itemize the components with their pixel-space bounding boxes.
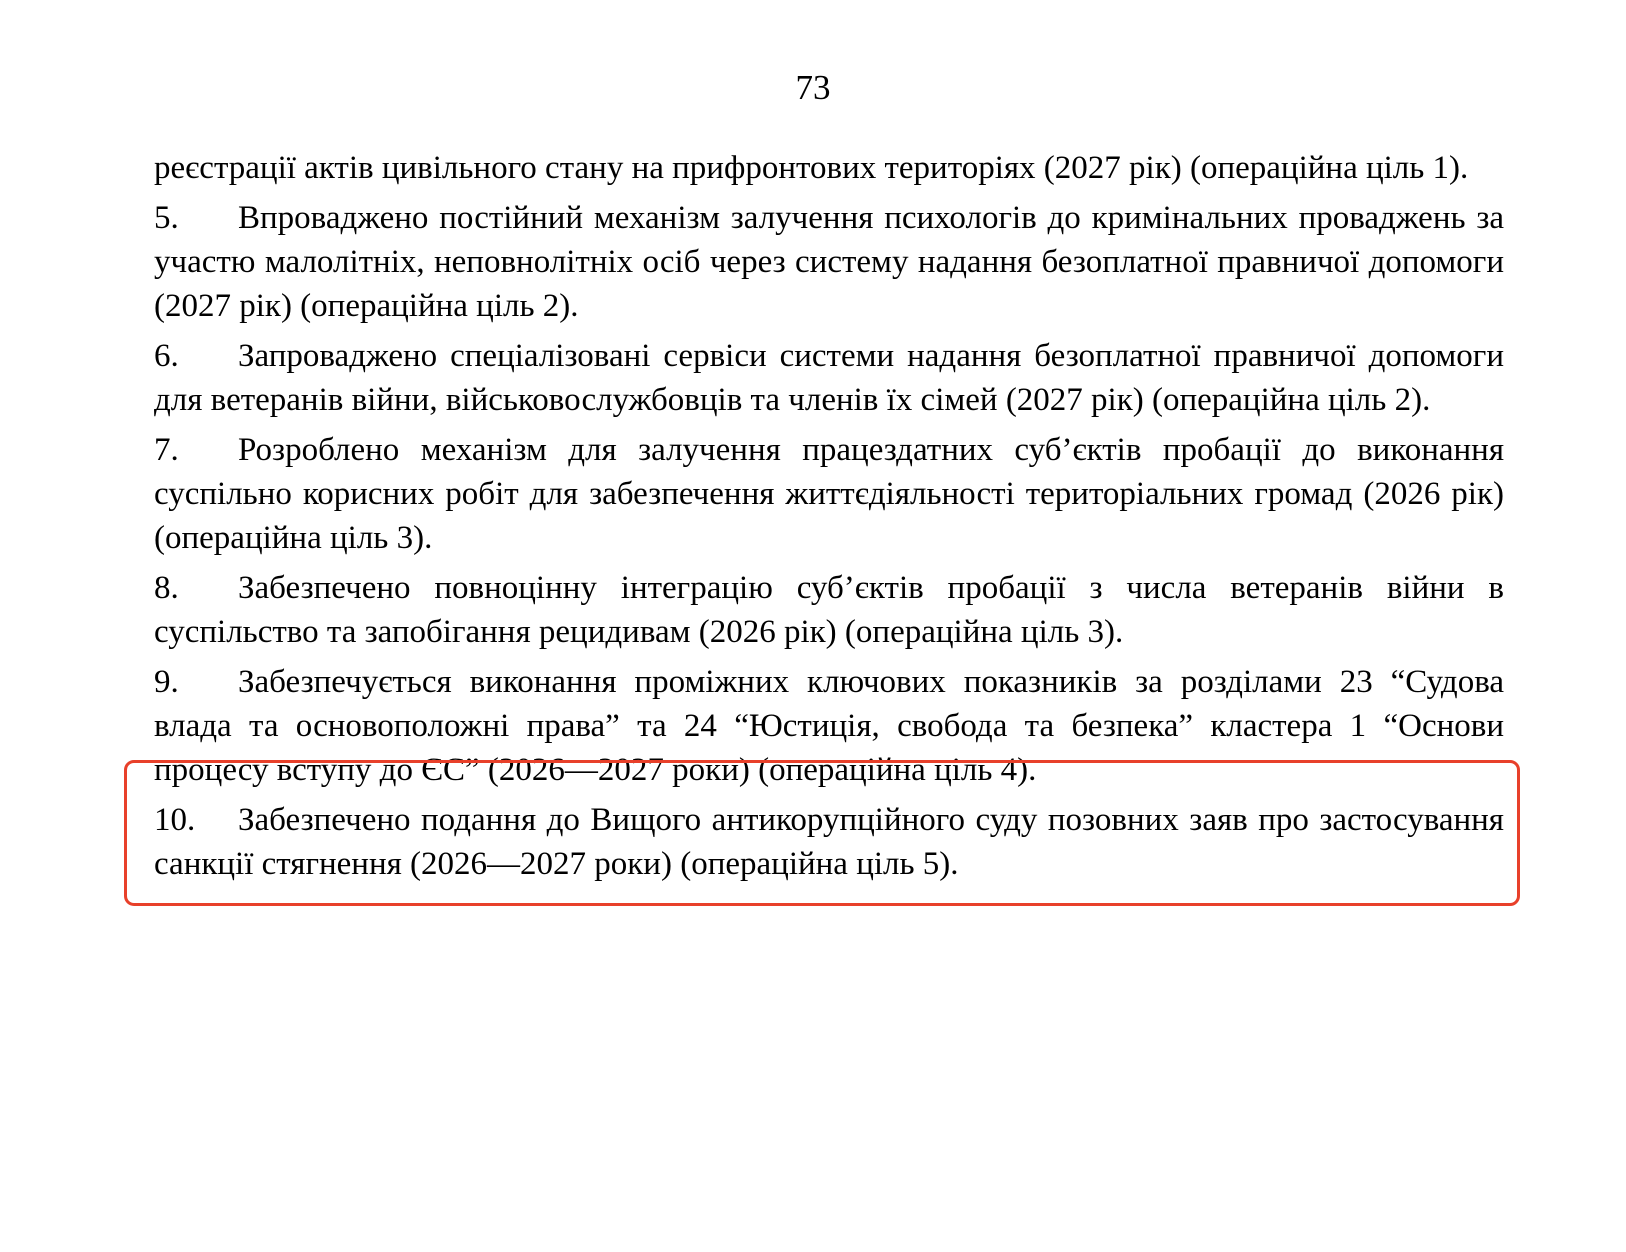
list-item-6	[154, 334, 1504, 422]
list-item-8	[154, 566, 1504, 654]
item-text: Забезпечено подання до Вищого антикорупційного суду позовних заяв про застосування санкції стягнення (2026—2027 роки) (операційна ціль 5).	[154, 802, 1504, 882]
list-item-7	[154, 428, 1504, 560]
item-number: 6.	[154, 338, 179, 374]
page-number: 73	[795, 68, 831, 107]
list-item-5	[154, 196, 1504, 328]
item-number: 7.	[154, 432, 179, 468]
item-number: 9.	[154, 664, 179, 700]
item-text: Запроваджено спеціалізовані сервіси системи надання безоплатної правничої допомоги для ветеранів війни, військовослужбовців та членів їх сімей (2027 рік) (операційна ціль 2).	[154, 338, 1504, 418]
item-text: Впроваджено постійний механізм залучення психологів до кримінальних проваджень за участю малолітніх, неповнолітніх осіб через систему надання безоплатної правничої допомоги (2027 рік) (операційна ціль 2).	[154, 200, 1504, 324]
item-number: 5.	[154, 200, 179, 236]
item-number: 10.	[154, 802, 196, 838]
item-text: Забезпечується виконання проміжних ключових показників за розділами 23 “Судова влада та основоположні права” та 24 “Юстиція, свобода та безпека” кластера 1 “Основи процесу вступу до ЄС” (2026—2027 роки) (операційна ціль 4).	[154, 664, 1504, 788]
paragraph-continuation	[154, 146, 1504, 190]
item-number: 8.	[154, 570, 179, 606]
item-text: Розроблено механізм для залучення працездатних суб’єктів пробації до виконання суспільно корисних робіт для забезпечення життєдіяльності територіальних громад (2026 рік) (операційна ціль 3).	[154, 432, 1504, 556]
highlight-box	[124, 760, 1520, 906]
item-text: Забезпечено повноцінну інтеграцію суб’єктів пробації з числа ветеранів війни в суспільство та запобігання рецидивам (2026 рік) (операційна ціль 3).	[154, 570, 1504, 650]
paragraph-text: реєстрації актів цивільного стану на прифронтових територіях (2027 рік) (операційна ціль 1).	[154, 150, 1469, 186]
